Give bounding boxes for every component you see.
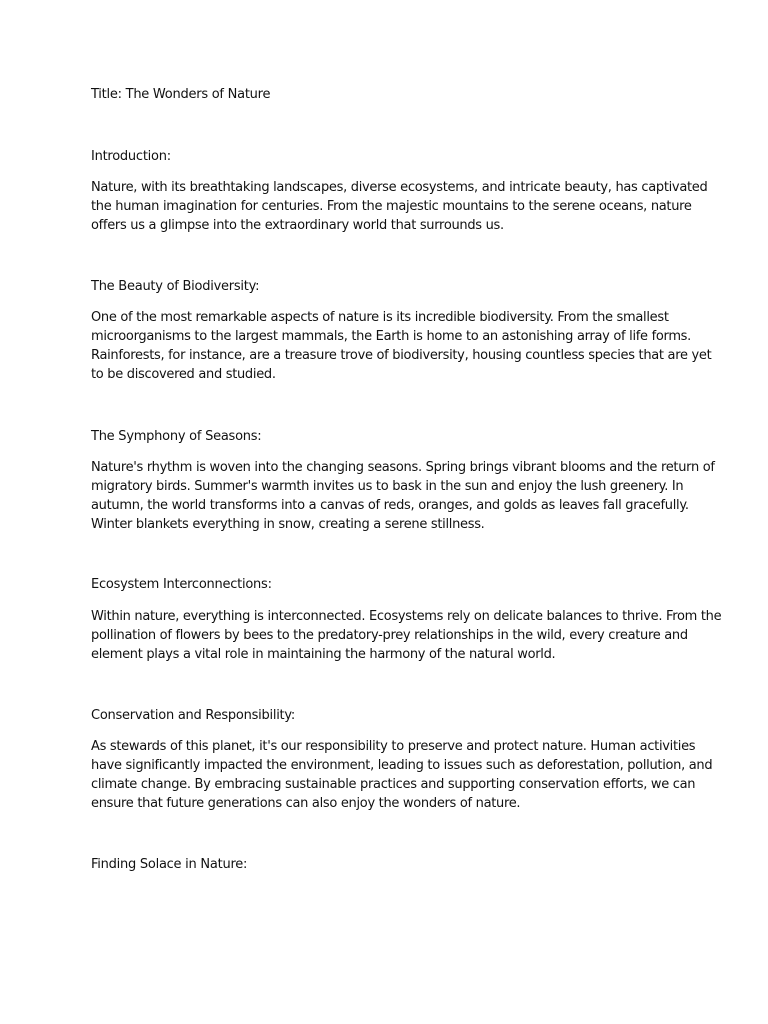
body-line: microorganisms to the largest mammals, the Earth is home to an astonishing array of life forms.	[91, 329, 691, 344]
section-heading-biodiversity: The Beauty of Biodiversity:	[91, 279, 260, 294]
body-line: have significantly impacted the environment, leading to issues such as deforestation, pollution, and	[91, 758, 713, 773]
body-line: element plays a vital role in maintaining the harmony of the natural world.	[91, 647, 556, 662]
section-heading-conservation: Conservation and Responsibility:	[91, 708, 296, 723]
body-line: autumn, the world transforms into a canvas of reds, oranges, and golds as leaves fall gracefully.	[91, 498, 689, 513]
section-body-introduction	[91, 178, 708, 235]
body-line: ensure that future generations can also enjoy the wonders of nature.	[91, 796, 521, 811]
body-line: One of the most remarkable aspects of nature is its incredible biodiversity. From the smallest	[91, 310, 669, 325]
section-body-ecosystem	[91, 607, 722, 664]
body-line: Winter blankets everything in snow, creating a serene stillness.	[91, 517, 485, 532]
body-line: Nature, with its breathtaking landscapes, diverse ecosystems, and intricate beauty, has captivated	[91, 180, 708, 195]
document-title: Title: The Wonders of Nature	[91, 87, 271, 102]
body-line: Nature's rhythm is woven into the changing seasons. Spring brings vibrant blooms and the return of	[91, 460, 715, 475]
body-line: Within nature, everything is interconnected. Ecosystems rely on delicate balances to thrive. From the	[91, 609, 722, 624]
section-heading-solace: Finding Solace in Nature:	[91, 857, 248, 872]
body-line: offers us a glimpse into the extraordinary world that surrounds us.	[91, 218, 504, 233]
body-line: to be discovered and studied.	[91, 367, 276, 382]
body-line: climate change. By embracing sustainable practices and supporting conservation efforts, we can	[91, 777, 696, 792]
body-line: the human imagination for centuries. From the majestic mountains to the serene oceans, nature	[91, 199, 692, 214]
body-line: As stewards of this planet, it's our responsibility to preserve and protect nature. Human activities	[91, 739, 696, 754]
body-line: pollination of flowers by bees to the predatory-prey relationships in the wild, every creature and	[91, 628, 688, 643]
section-body-conservation	[91, 737, 713, 813]
body-line: Rainforests, for instance, are a treasure trove of biodiversity, housing countless species that are yet	[91, 348, 712, 363]
section-heading-introduction: Introduction:	[91, 149, 171, 164]
section-heading-seasons: The Symphony of Seasons:	[91, 429, 262, 444]
section-heading-ecosystem: Ecosystem Interconnections:	[91, 577, 272, 592]
body-line: migratory birds. Summer's warmth invites us to bask in the sun and enjoy the lush greenery. In	[91, 479, 684, 494]
section-body-seasons	[91, 458, 715, 534]
section-body-biodiversity	[91, 308, 712, 384]
